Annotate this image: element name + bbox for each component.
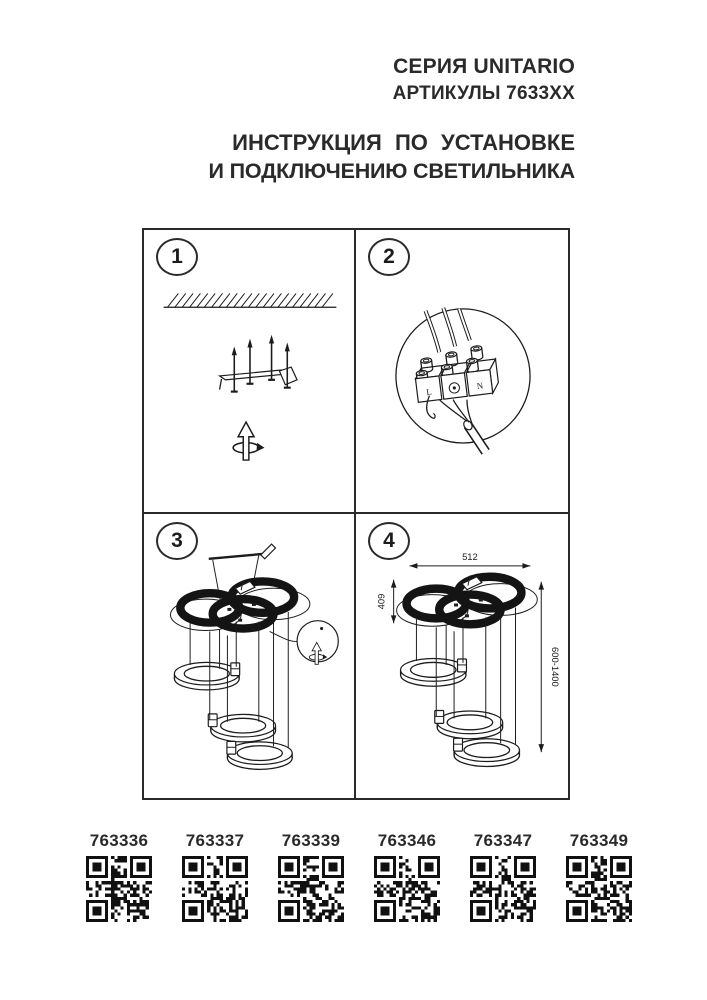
article-item [470, 831, 536, 922]
qr-code [86, 856, 152, 922]
article-code: 763349 [569, 831, 629, 850]
step-panel-4 [356, 514, 568, 798]
chandelier-drawing [170, 580, 309, 769]
article-item [86, 831, 152, 922]
step-panel-3 [144, 514, 356, 798]
terminal-label-line: L [425, 386, 433, 398]
dimension-depth-label: 409 [375, 593, 387, 610]
article-code: 763339 [281, 831, 341, 850]
article-item [278, 831, 344, 922]
qr-code [566, 856, 632, 922]
dimension-width [409, 551, 530, 569]
title-line-2: И ПОДКЛЮЧЕНИЮ СВЕТИЛЬНИКА [208, 159, 575, 184]
article-list [86, 831, 632, 922]
dimension-width-label: 512 [462, 550, 478, 562]
dimension-canopy-depth [376, 580, 397, 624]
step-number-badge: 1 [156, 238, 198, 276]
article-item [566, 831, 632, 922]
chandelier-drawing [397, 576, 538, 767]
ceiling-hatch-icon [164, 293, 337, 307]
page-title [209, 128, 575, 185]
article-item [374, 831, 440, 922]
article-code: 763347 [473, 831, 533, 850]
qr-code [278, 856, 344, 922]
step-number-badge: 2 [368, 238, 410, 276]
brand-block [393, 55, 575, 105]
mounting-bracket-icon [220, 335, 298, 392]
articles-range: АРТИКУЛЫ 7633XX [392, 83, 575, 104]
ceiling-screw-icon [231, 346, 238, 391]
dimension-suspension-label: 600-1400 [550, 647, 562, 687]
qr-code [182, 856, 248, 922]
terminal-label-neutral: N [476, 380, 484, 392]
step-number-badge: 4 [368, 522, 410, 560]
step-panel-2 [356, 230, 568, 514]
qr-code [470, 856, 536, 922]
title-line-1: ИНСТРУКЦИЯ ПО УСТАНОВКЕ [232, 130, 575, 155]
qr-code [374, 856, 440, 922]
cable-grip-callout [270, 621, 339, 665]
article-item [182, 831, 248, 922]
dimension-suspension [538, 582, 561, 752]
terminal-block-icon [412, 344, 499, 403]
article-code: 763336 [89, 831, 149, 850]
supply-wires-icon [426, 308, 470, 352]
article-code: 763346 [377, 831, 437, 850]
step-number-badge: 3 [156, 522, 198, 560]
step-panel-1 [144, 230, 356, 514]
steps-grid [142, 228, 570, 800]
article-code: 763337 [185, 831, 245, 850]
screw-rotation-arrow-icon [233, 422, 264, 460]
series-name: СЕРИЯ UNITARIO [393, 55, 575, 78]
mains-cable-icon [427, 396, 486, 452]
